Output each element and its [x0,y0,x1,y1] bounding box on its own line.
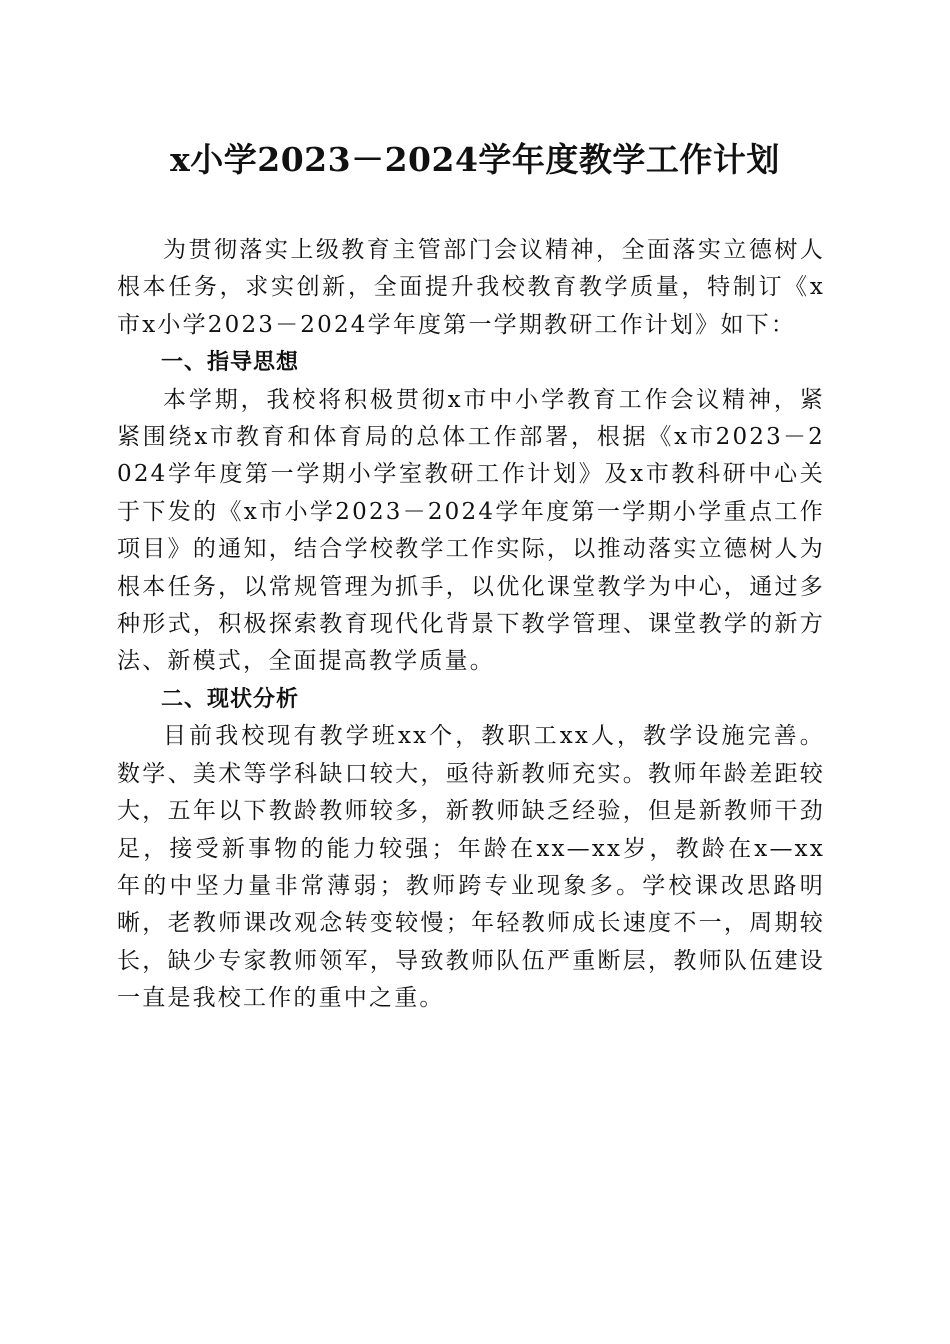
document-title: x小学2023－2024学年度教学工作计划 [170,140,780,179]
section-paragraph: 本学期，我校将积极贯彻x市中小学教育工作会议精神，紧紧围绕x市教育和体育局的总体工作部署，根据《x市2023－2024学年度第一学期小学室教研工作计划》及x市教科研中心关于下发的《x市小学2023－2024学年度第一学期小学重点工作项目》的通知，结合学校教学工作实际，以推动落实立德树人为根本任务，以常规管理为抓手，以优化课堂教学为中心，通过多种形式，积极探索教育现代化背景下教学管理、课堂教学的新方法、新模式，全面提高教学质量。 [117,386,825,675]
section-paragraph: 目前我校现有教学班xx个，教职工xx人，教学设施完善。数学、美术等学科缺口较大，亟待新教师充实。教师年龄差距较大，五年以下教龄教师较多，新教师缺乏经验，但是新教师干劲足，接受新事物的能力较强；年龄在xx—xx岁，教龄在x—xx年的中坚力量非常薄弱；教师跨专业现象多。学校课改思路明晰，老教师课改观念转变较慢；年轻教师成长速度不一，周期较长，缺少专家教师领军，导致教师队伍严重断层，教师队伍建设一直是我校工作的重中之重。 [117,723,825,1012]
section-heading: 二、现状分析 [161,686,300,712]
section-guiding-ideology [117,344,825,681]
document-body [117,232,825,1018]
intro-paragraph: 为贯彻落实上级教育主管部门会议精神，全面落实立德树人根本任务，求实创新，全面提升我校教育教学质量，特制订《x市x小学2023－2024学年度第一学期教研工作计划》如下： [117,237,825,338]
section-heading: 一、指导思想 [161,350,300,376]
section-status-analysis [117,681,825,1018]
